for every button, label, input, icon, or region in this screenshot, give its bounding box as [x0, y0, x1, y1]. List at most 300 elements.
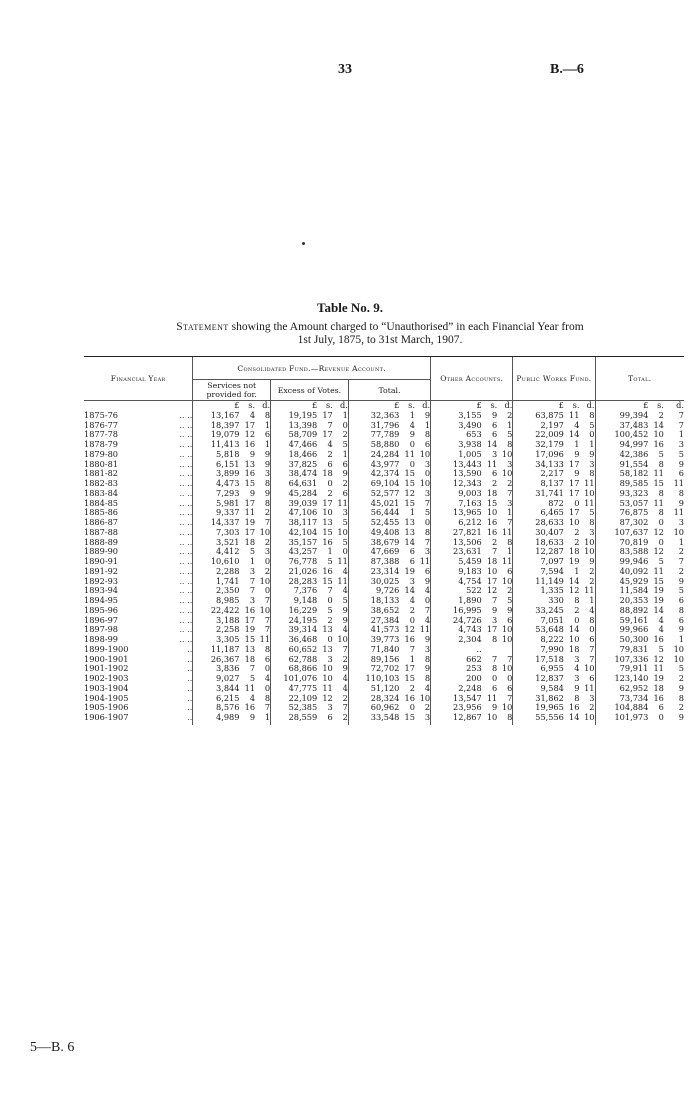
decorative-dot	[302, 242, 305, 245]
other-pounds-cell: 2,248	[431, 684, 482, 694]
other-pounds-cell: 23,956	[431, 703, 482, 713]
financial-year-cell: 1882-83	[84, 479, 119, 488]
excess-pence-cell: 0	[342, 547, 348, 557]
table-row	[84, 713, 684, 725]
table-row	[84, 440, 684, 450]
services-pence-cell: 8	[264, 644, 271, 654]
pwf-pence-cell: 4	[589, 605, 595, 615]
total-pence-cell: 10	[673, 527, 684, 537]
services-shillings-cell: 19	[244, 625, 256, 635]
other-pence-cell: 1	[507, 420, 513, 430]
excess-pounds-cell: 38,117	[271, 518, 318, 528]
financial-year-cell: 1879-80	[84, 449, 119, 459]
other-shillings-cell: 11	[486, 459, 498, 469]
services-pence-cell: 6	[264, 430, 271, 440]
excess-pence-cell: 11	[337, 576, 348, 586]
total-shillings-cell: 11	[653, 566, 664, 576]
services-pence-cell: 9	[264, 449, 271, 459]
pwf-shillings-cell: 8	[574, 693, 580, 703]
leader-dots: ..	[187, 674, 193, 683]
total-pence-cell: 9	[678, 459, 684, 469]
other-pence-cell	[497, 645, 513, 655]
financial-year-cell: 1883-84	[84, 488, 119, 498]
table-row	[84, 557, 684, 567]
leader-dots: .. ..	[179, 635, 193, 644]
financial-year-cell: 1877-78	[84, 430, 119, 440]
pwf-shillings-cell: 3	[574, 674, 580, 683]
other-shillings-cell: 6	[492, 683, 498, 693]
total-shillings-cell: 0	[658, 713, 664, 722]
excess-pounds-cell: 45,284	[271, 489, 318, 499]
services-pounds-cell: 7,303	[193, 528, 240, 538]
total-cf-pence-cell: 3	[424, 713, 431, 722]
pwf-shillings-cell: 9	[574, 469, 580, 479]
excess-pence-cell: 7	[342, 703, 348, 713]
unit-pounds: £	[513, 401, 564, 411]
total-shillings-cell: 11	[653, 469, 664, 479]
total-pence-cell: 1	[678, 430, 684, 440]
total-pounds-cell: 104,884	[595, 703, 648, 713]
services-pounds-cell: 8,576	[193, 703, 240, 713]
excess-pounds-cell: 68,866	[271, 664, 318, 674]
total-cf-shillings-cell: 3	[409, 576, 415, 586]
pwf-pence-cell: 11	[584, 479, 595, 488]
other-shillings-cell: 7	[492, 547, 498, 557]
other-pence-cell: 7	[507, 693, 513, 703]
excess-shillings-cell: 17	[322, 410, 333, 420]
financial-year-cell: 1892-93	[84, 576, 119, 586]
services-not-provided-header: Services not provided for.	[193, 380, 271, 401]
total-cf-shillings-cell: 7	[409, 644, 415, 654]
excess-pence-cell: 9	[342, 469, 348, 479]
total-shillings-cell: 0	[658, 518, 664, 527]
total-cf-pence-cell: 8	[424, 654, 431, 664]
services-shillings-cell: 13	[244, 459, 256, 469]
other-pence-cell: 0	[507, 674, 513, 683]
leader-dots: .. ..	[179, 605, 193, 615]
other-pounds-cell: 2,304	[431, 635, 482, 645]
financial-year-cell: 1890-91	[84, 557, 119, 566]
total-cf-pounds-cell: 110,103	[348, 674, 399, 684]
other-pounds-cell: 13,965	[431, 508, 482, 518]
total-cf-pounds-cell: 30,025	[348, 577, 399, 587]
other-pounds-cell: 662	[431, 655, 482, 665]
pwf-shillings-cell: 17	[569, 459, 580, 469]
pwf-shillings-cell: 2	[574, 527, 580, 537]
total-cf-pence-cell: 3	[424, 459, 431, 469]
pwf-pounds-cell: 7,990	[513, 645, 564, 655]
table-row	[84, 674, 684, 684]
services-pence-cell: 11	[259, 635, 271, 644]
excess-pence-cell: 1	[342, 449, 348, 459]
excess-pounds-cell: 19,195	[271, 411, 318, 421]
excess-pounds-cell: 47,106	[271, 508, 318, 518]
total-cf-shillings-cell: 15	[404, 674, 415, 683]
services-pence-cell: 7	[264, 703, 271, 713]
excess-pence-cell: 10	[337, 635, 348, 644]
consolidated-total-header: Total.	[348, 380, 430, 401]
total-pence-cell: 10	[673, 644, 684, 654]
services-shillings-cell: 16	[244, 440, 256, 449]
total-pence-cell: 2	[678, 566, 684, 576]
total-cf-pounds-cell: 23,314	[348, 567, 399, 577]
other-shillings-cell: 18	[486, 557, 498, 566]
total-cf-pounds-cell: 77,789	[348, 430, 399, 440]
total-shillings-cell: 15	[653, 479, 664, 488]
pwf-pounds-cell: 6,465	[513, 508, 564, 518]
other-pounds-cell: 9,183	[431, 567, 482, 577]
other-pounds-cell: 12,343	[431, 479, 482, 489]
pwf-pounds-cell: 8,137	[513, 479, 564, 489]
financial-year-cell: 1901-1902	[84, 664, 129, 674]
pwf-pounds-cell: 9,584	[513, 684, 564, 694]
other-pounds-cell: 4,743	[431, 625, 482, 635]
public-works-fund-header: Public Works Fund.	[513, 357, 595, 401]
pwf-pence-cell: 1	[589, 440, 595, 449]
other-pence-cell: 8	[507, 537, 513, 547]
table-row	[84, 518, 684, 528]
excess-pence-cell: 10	[337, 527, 348, 537]
services-pounds-cell: 9,337	[193, 508, 240, 518]
excess-pounds-cell: 58,709	[271, 430, 318, 440]
table-row	[84, 645, 684, 655]
services-pounds-cell: 7,293	[193, 489, 240, 499]
other-shillings-cell	[482, 645, 498, 655]
page-number: 33	[338, 62, 352, 77]
total-pence-cell: 3	[678, 440, 684, 449]
total-pence-cell: 1	[678, 635, 684, 644]
unit-pence: d.	[262, 400, 271, 410]
pwf-pence-cell: 11	[584, 586, 595, 596]
other-shillings-cell: 12	[486, 586, 498, 596]
other-shillings-cell: 10	[486, 508, 498, 518]
services-pounds-cell: 18,397	[193, 421, 240, 431]
total-shillings-cell: 5	[658, 449, 664, 459]
excess-pounds-cell: 43,257	[271, 547, 318, 557]
total-shillings-cell: 4	[658, 615, 664, 625]
unit-shillings: s.	[408, 400, 415, 410]
leader-dots: .. ..	[179, 508, 193, 518]
other-shillings-cell: 3	[492, 449, 498, 459]
other-pounds-cell: 6,212	[431, 518, 482, 528]
total-cf-shillings-cell: 0	[409, 703, 415, 713]
other-pounds-cell: 13,547	[431, 694, 482, 704]
services-shillings-cell: 3	[249, 566, 256, 576]
total-pounds-cell: 99,966	[595, 625, 648, 635]
services-pence-cell: 10	[259, 527, 271, 537]
table-row	[84, 460, 684, 470]
financial-year-cell: 1875-76	[84, 410, 119, 420]
other-shillings-cell: 17	[486, 576, 498, 586]
excess-shillings-cell: 0	[327, 479, 333, 488]
excess-pounds-cell: 39,314	[271, 625, 318, 635]
excess-shillings-cell: 0	[327, 635, 333, 644]
pwf-pounds-cell: 1,335	[513, 586, 564, 596]
leader-dots: .. ..	[179, 440, 193, 449]
other-shillings-cell: 7	[492, 654, 498, 664]
excess-shillings-cell: 18	[322, 469, 333, 479]
other-shillings-cell: 8	[492, 635, 498, 644]
financial-year-cell: 1884-85	[84, 498, 119, 508]
financial-year-cell: 1887-88	[84, 527, 119, 537]
other-shillings-cell: 10	[486, 713, 498, 722]
services-pounds-cell: 1,741	[193, 577, 240, 587]
excess-pence-cell: 2	[342, 693, 348, 703]
excess-pounds-cell: 39,039	[271, 499, 318, 509]
total-pounds-cell: 94,997	[595, 440, 648, 450]
pwf-pence-cell: 2	[589, 703, 595, 713]
pwf-shillings-cell: 2	[574, 537, 580, 547]
pwf-pounds-cell: 12,837	[513, 674, 564, 684]
pwf-pounds-cell: 32,179	[513, 440, 564, 450]
total-cf-pounds-cell: 51,120	[348, 684, 399, 694]
total-pounds-cell: 40,092	[595, 567, 648, 577]
total-cf-shillings-cell: 9	[409, 430, 415, 440]
pwf-pounds-cell: 7,097	[513, 557, 564, 567]
excess-pence-cell: 4	[342, 674, 348, 683]
financial-year-cell: 1897-98	[84, 625, 119, 635]
pwf-pounds-cell: 22,009	[513, 430, 564, 440]
services-pence-cell: 10	[259, 576, 271, 586]
subtitle-line-1: showing the Amount charged to “Unauthorised” in each Financial Year from	[231, 321, 584, 333]
total-shillings-cell: 19	[653, 674, 664, 683]
services-pounds-cell: 3,521	[193, 538, 240, 548]
financial-year-cell: 1896-97	[84, 615, 119, 625]
total-shillings-cell: 18	[653, 683, 664, 693]
excess-shillings-cell: 6	[327, 459, 333, 469]
other-shillings-cell: 2	[492, 479, 498, 488]
other-pence-cell: 10	[501, 625, 513, 635]
total-cf-shillings-cell: 2	[409, 605, 415, 615]
financial-year-cell: 1888-89	[84, 537, 119, 547]
services-pounds-cell: 6,151	[193, 460, 240, 470]
total-pence-cell: 8	[678, 605, 684, 615]
total-pounds-cell: 73,734	[595, 694, 648, 704]
services-pounds-cell: 5,818	[193, 450, 240, 460]
pwf-pounds-cell: 55,556	[513, 713, 564, 725]
financial-year-cell: 1876-77	[84, 420, 119, 430]
total-cf-shillings-cell: 6	[409, 547, 415, 557]
services-pounds-cell: 10,610	[193, 557, 240, 567]
units-row	[84, 401, 684, 411]
pwf-shillings-cell: 10	[569, 518, 580, 527]
total-cf-pounds-cell: 47,669	[348, 547, 399, 557]
pwf-shillings-cell: 11	[569, 410, 580, 420]
excess-shillings-cell: 5	[327, 557, 333, 566]
services-shillings-cell: 18	[244, 654, 256, 664]
excess-pence-cell: 5	[342, 518, 348, 527]
services-pence-cell: 8	[264, 693, 271, 703]
pwf-shillings-cell: 17	[569, 479, 580, 488]
financial-year-cell: 1904-1905	[84, 693, 129, 703]
total-cf-shillings-cell: 4	[409, 420, 415, 430]
other-pounds-cell: 1,890	[431, 596, 482, 606]
leader-dots: .. ..	[179, 615, 193, 625]
total-pence-cell: 1	[678, 537, 684, 547]
pwf-shillings-cell: 14	[569, 713, 580, 722]
other-pence-cell: 1	[507, 547, 513, 557]
other-pence-cell: 10	[501, 664, 513, 674]
table-row	[84, 411, 684, 421]
leader-dots: .. ..	[179, 596, 193, 605]
unauthorised-statement-table	[84, 356, 684, 725]
excess-pence-cell: 11	[337, 498, 348, 508]
other-pounds-cell: 522	[431, 586, 482, 596]
total-cf-pounds-cell: 41,573	[348, 625, 399, 635]
other-shillings-cell: 9	[492, 703, 498, 713]
excess-shillings-cell: 7	[327, 586, 333, 596]
total-shillings-cell: 15	[653, 576, 664, 586]
total-shillings-cell: 16	[653, 440, 664, 449]
financial-year-cell: 1899-1900	[84, 644, 129, 654]
services-shillings-cell: 15	[244, 479, 256, 488]
excess-shillings-cell: 2	[327, 488, 333, 498]
services-pence-cell: 7	[264, 518, 271, 527]
leader-dots: ..	[187, 703, 193, 713]
total-cf-shillings-cell: 12	[404, 625, 415, 635]
total-pounds-cell: 11,584	[595, 586, 648, 596]
services-pounds-cell: 4,412	[193, 547, 240, 557]
total-cf-shillings-cell: 15	[404, 713, 415, 722]
total-shillings-cell: 4	[658, 625, 664, 635]
other-shillings-cell: 15	[486, 498, 498, 508]
pwf-pounds-cell: 6,955	[513, 664, 564, 674]
services-pence-cell: 0	[264, 586, 271, 596]
services-shillings-cell: 9	[249, 713, 256, 722]
excess-shillings-cell: 15	[322, 576, 333, 586]
excess-shillings-cell: 4	[327, 440, 333, 449]
table-row	[84, 586, 684, 596]
financial-year-cell: 1889-90	[84, 547, 119, 557]
pwf-pence-cell: 10	[584, 537, 595, 547]
total-cf-pence-cell: 7	[424, 537, 431, 547]
total-pounds-cell: 91,554	[595, 460, 648, 470]
excess-pounds-cell: 7,376	[271, 586, 318, 596]
other-pounds-cell: 12,867	[431, 713, 482, 725]
excess-pounds-cell: 9,148	[271, 596, 318, 606]
total-cf-pounds-cell: 9,726	[348, 586, 399, 596]
services-pence-cell: 0	[264, 683, 271, 693]
services-pence-cell: 7	[264, 596, 271, 605]
excess-shillings-cell: 2	[327, 449, 333, 459]
other-shillings-cell: 2	[492, 537, 498, 547]
total-cf-pounds-cell: 52,455	[348, 518, 399, 528]
unit-pence: d.	[586, 400, 595, 410]
total-cf-shillings-cell: 2	[409, 683, 415, 693]
services-pounds-cell: 3,836	[193, 664, 240, 674]
other-pence-cell: 7	[507, 488, 513, 498]
total-cf-pounds-cell: 49,408	[348, 528, 399, 538]
total-cf-shillings-cell: 0	[409, 440, 415, 449]
total-cf-shillings-cell: 15	[404, 469, 415, 479]
excess-shillings-cell: 5	[327, 605, 333, 615]
services-shillings-cell: 17	[244, 615, 256, 625]
excess-pence-cell: 7	[342, 644, 348, 654]
services-shillings-cell: 9	[249, 488, 256, 498]
total-cf-pence-cell: 9	[424, 664, 431, 674]
total-pence-cell: 2	[678, 703, 684, 713]
table-row	[84, 528, 684, 538]
other-shillings-cell: 16	[486, 518, 498, 527]
other-pence-cell: 3	[507, 498, 513, 508]
other-shillings-cell: 6	[492, 469, 498, 479]
other-pounds-cell: 13,590	[431, 469, 482, 479]
other-shillings-cell: 8	[492, 664, 498, 674]
total-shillings-cell: 16	[653, 693, 664, 703]
other-pence-cell: 10	[501, 449, 513, 459]
services-shillings-cell: 1	[249, 557, 256, 566]
leader-dots: .. ..	[179, 557, 193, 566]
leader-dots: .. ..	[179, 518, 193, 527]
total-pence-cell: 11	[673, 508, 684, 518]
excess-shillings-cell: 13	[322, 625, 333, 635]
excess-shillings-cell: 13	[322, 518, 333, 527]
other-pounds-cell: 4,754	[431, 577, 482, 587]
leader-dots: .. ..	[179, 479, 193, 488]
total-cf-shillings-cell: 1	[409, 508, 415, 518]
leader-dots: .. ..	[179, 410, 193, 420]
total-pence-cell: 8	[678, 488, 684, 498]
pwf-pence-cell: 2	[589, 566, 595, 576]
other-pounds-cell: 253	[431, 664, 482, 674]
pwf-shillings-cell: 17	[569, 488, 580, 498]
leader-dots: ..	[187, 693, 193, 703]
excess-shillings-cell: 10	[322, 664, 333, 674]
excess-pence-cell: 2	[342, 479, 348, 488]
total-cf-pounds-cell: 72,702	[348, 664, 399, 674]
excess-pence-cell: 9	[342, 664, 348, 674]
total-shillings-cell: 19	[653, 596, 664, 605]
services-shillings-cell: 16	[244, 703, 256, 713]
leader-dots: ..	[187, 654, 193, 664]
total-cf-pounds-cell: 56,444	[348, 508, 399, 518]
total-cf-pence-cell: 0	[424, 518, 431, 527]
total-cf-shillings-cell: 11	[404, 449, 415, 459]
excess-pounds-cell: 18,466	[271, 450, 318, 460]
leader-dots: .. ..	[179, 498, 193, 508]
total-cf-pounds-cell: 58,880	[348, 440, 399, 450]
total-cf-pence-cell: 3	[424, 547, 431, 557]
total-cf-pence-cell: 3	[424, 644, 431, 654]
total-shillings-cell: 12	[653, 527, 664, 537]
total-cf-shillings-cell: 1	[409, 410, 415, 420]
leader-dots: .. ..	[179, 469, 193, 479]
excess-pence-cell: 11	[337, 557, 348, 566]
total-cf-pounds-cell: 33,548	[348, 713, 399, 725]
financial-year-cell: 1905-1906	[84, 703, 129, 713]
table-row	[84, 655, 684, 665]
total-shillings-cell: 0	[658, 537, 664, 547]
services-pence-cell: 1	[264, 420, 271, 430]
excess-pounds-cell: 52,385	[271, 703, 318, 713]
leader-dots: ..	[187, 713, 193, 722]
other-shillings-cell: 18	[486, 488, 498, 498]
total-shillings-cell: 2	[658, 410, 664, 420]
total-pence-cell: 2	[678, 674, 684, 683]
excess-pence-cell: 9	[342, 615, 348, 625]
pwf-shillings-cell: 0	[574, 498, 580, 508]
total-shillings-cell: 19	[653, 586, 664, 596]
table-row	[84, 577, 684, 587]
pwf-pence-cell: 1	[589, 596, 595, 605]
excess-pounds-cell: 37,825	[271, 460, 318, 470]
total-shillings-cell: 8	[658, 488, 664, 498]
pwf-shillings-cell: 1	[574, 440, 580, 449]
excess-shillings-cell: 6	[327, 713, 333, 722]
table-row	[84, 499, 684, 509]
total-cf-pounds-cell: 42,374	[348, 469, 399, 479]
financial-year-cell: 1885-86	[84, 508, 119, 518]
